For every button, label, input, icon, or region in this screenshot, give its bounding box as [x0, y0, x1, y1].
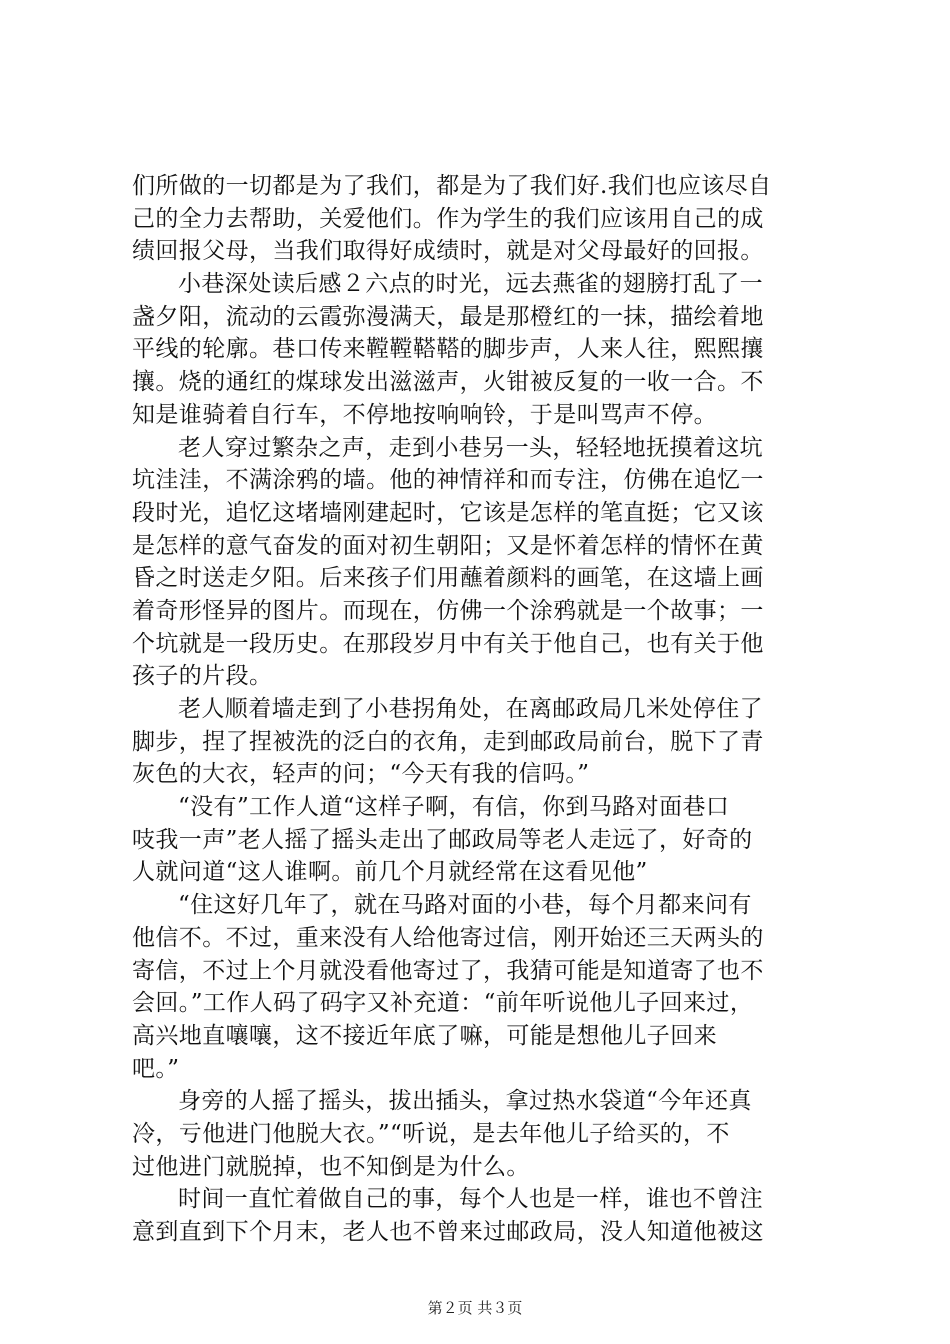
text-line: 吧。” — [132, 1055, 180, 1082]
text-line: “没有”工作人道“这样子啊，有信，你到马路对面巷口 — [178, 794, 730, 821]
text-line: 寄信，不过上个月就没看他寄过了，我猜可能是知道寄了也不 — [132, 957, 764, 984]
text-line: 人就问道“这人谁啊。前几个月就经常在这看见他” — [132, 859, 648, 886]
text-line: 他信不。不过，重来没有人给他寄过信，刚开始还三天两头的 — [132, 924, 764, 951]
text-line: 意到直到下个月末，老人也不曾来过邮政局，没人知道他被这 — [132, 1219, 764, 1245]
text-line: 小巷深处读后感２六点的时光，远去燕雀的翅膀打乱了一 — [178, 271, 763, 298]
text-line: 昏之时送走夕阳。后来孩子们用蘸着颜料的画笔，在这墙上画 — [132, 565, 764, 592]
text-line: 吱我一声”老人摇了摇头走出了邮政局等老人走远了，好奇的 — [132, 826, 753, 853]
text-line: 孩子的片段。 — [132, 663, 273, 690]
text-line: 脚步，捏了捏被洗的泛白的衣角，走到邮政局前台，脱下了青 — [132, 728, 764, 755]
text-line: 时间一直忙着做自己的事，每个人也是一样，谁也不曾注 — [178, 1186, 763, 1213]
text-line: 段时光，追忆这堵墙刚建起时，它该是怎样的笔直挺；它又该 — [132, 499, 764, 526]
text-line: 老人穿过繁杂之声，走到小巷另一头，轻轻地抚摸着这坑 — [178, 434, 763, 461]
text-line: 绩回报父母，当我们取得好成绩时，就是对父母最好的回报。 — [132, 238, 764, 265]
text-line: 个坑就是一段历史。在那段岁月中有关于他自己，也有关于他 — [132, 630, 764, 657]
page-footer: 第２页 共３页 — [427, 1299, 523, 1317]
text-line: 平线的轮廓。巷口传来鞺鞺鞳鞳的脚步声，人来人往，熙熙攘 — [132, 336, 764, 363]
text-line: “住这好几年了，就在马路对面的小巷，每个月都来问有 — [178, 892, 752, 919]
text-line: 老人顺着墙走到了小巷拐角处，在离邮政局几米处停住了 — [178, 696, 763, 722]
text-line: 着奇形怪异的图片。而现在，仿佛一个涂鸦就是一个故事；一 — [132, 597, 764, 624]
text-line: 会回。”工作人码了码字又补充道：“前年听说他儿子回来过， — [132, 990, 754, 1017]
text-line: 坑洼洼，不满涂鸦的墙。他的神情祥和而专注，仿佛在追忆一 — [132, 467, 764, 494]
text-line: 知是谁骑着自行车，不停地按响响铃，于是叫骂声不停。 — [132, 401, 717, 428]
text-line: 身旁的人摇了摇头，拔出插头，拿过热水袋道“今年还真 — [178, 1088, 752, 1115]
text-line: 灰色的大衣，轻声的问；“今天有我的信吗。” — [132, 761, 590, 788]
text-line: 己的全力去帮助，关爱他们。作为学生的我们应该用自己的成 — [132, 205, 764, 232]
text-line: 们所做的一切都是为了我们，都是为了我们好.我们也应该尽自 — [132, 173, 772, 199]
text-line: 冷，亏他进门他脱大衣。”“听说，是去年他儿子给买的，不 — [132, 1120, 730, 1147]
text-line: 是怎样的意气奋发的面对初生朝阳；又是怀着怎样的情怀在黄 — [132, 532, 764, 559]
text-line: 攘。烧的通红的煤球发出滋滋声，火钳被反复的一收一合。不 — [132, 369, 764, 396]
text-line: 高兴地直嚷嚷，这不接近年底了嘛，可能是想他儿子回来 — [132, 1022, 717, 1049]
document-body — [132, 170, 832, 1249]
text-line: 过他进门就脱掉，也不知倒是为什么。 — [132, 1153, 530, 1180]
text-line: 盏夕阳，流动的云霞弥漫满天，最是那橙红的一抹，描绘着地 — [132, 303, 764, 330]
